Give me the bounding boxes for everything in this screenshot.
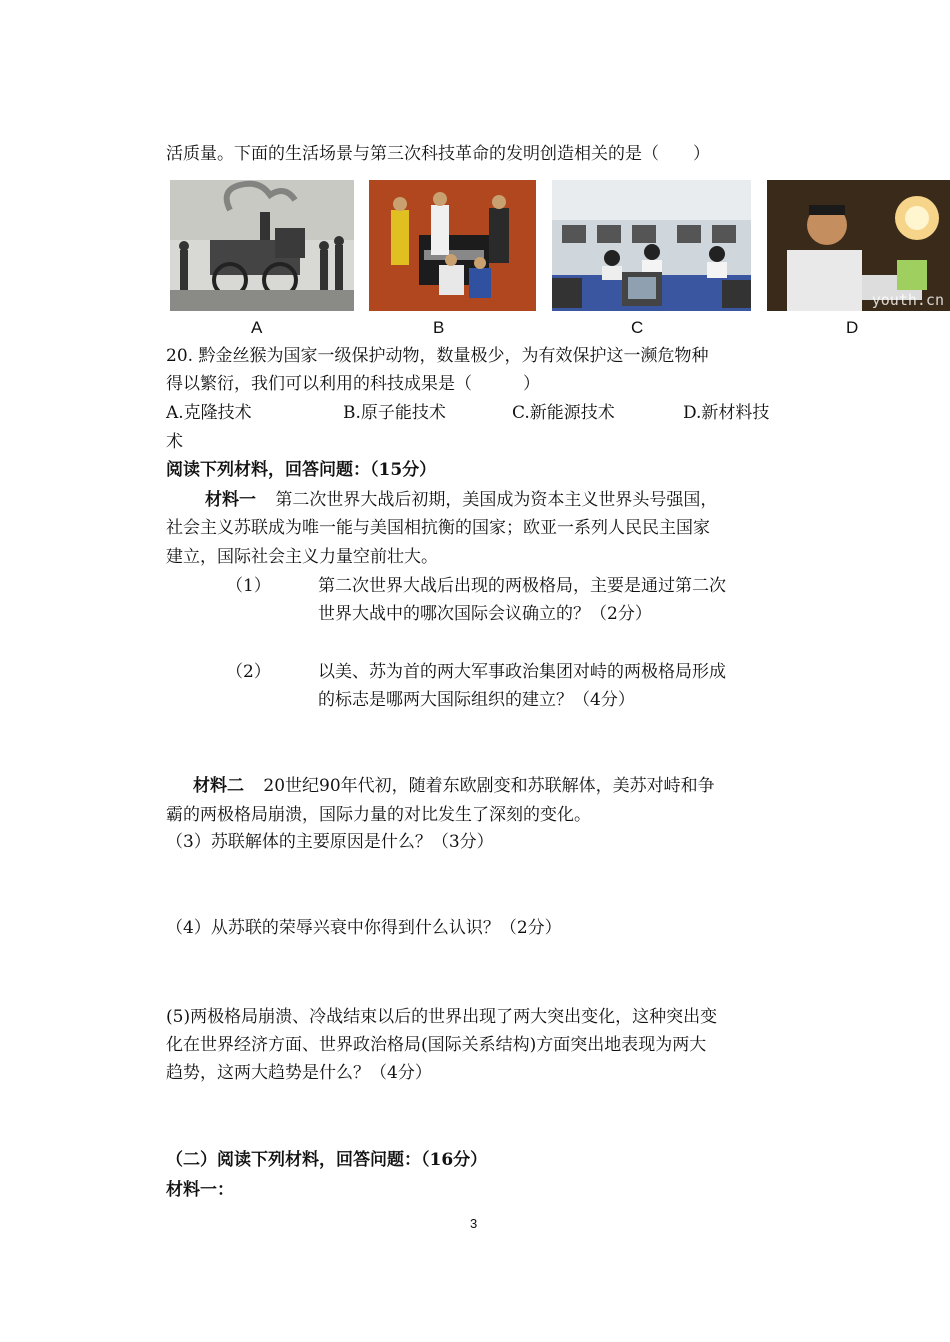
question2-number: （2） <box>226 662 271 682</box>
q20-option-a: A.克隆技术 <box>166 403 252 423</box>
q20-option-d-tail: 术 <box>166 432 183 452</box>
photo-b-label: B <box>433 318 445 337</box>
section1-heading: 阅读下列材料，回答问题：（15分） <box>166 460 437 480</box>
section1-material1-line3: 建立，国际社会主义力量空前壮大。 <box>166 547 438 567</box>
page-number: 3 <box>470 1216 478 1231</box>
photo-d-watermark: youth.cn <box>871 291 944 309</box>
section1-material2-line2: 霸的两极格局崩溃，国际力量的对比发生了深刻的变化。 <box>166 805 591 825</box>
q19-text: 活质量。下面的生活场景与第三次科技革命的发明创造相关的是（ ） <box>166 144 710 164</box>
question1-line1: 第二次世界大战后出现的两极格局，主要是通过第二次 <box>318 576 726 596</box>
question4: （4）从苏联的荣辱兴衰中你得到什么认识？（2分） <box>166 918 562 938</box>
section2-material1-label: 材料一： <box>166 1180 234 1200</box>
photo-d-person-with-lamp <box>767 180 950 311</box>
section1-material1-label: 材料一 <box>205 490 256 510</box>
photo-a-steam-locomotive <box>170 180 354 311</box>
section1-material2-line1: 20世纪90年代初，随着东欧剧变和苏联解体，美苏对峙和争 <box>263 776 715 796</box>
question1-line2: 世界大战中的哪次国际会议确立的？（2分） <box>318 604 652 624</box>
question5-line2: 化在世界经济方面、世界政治格局(国际关系结构)方面突出地表现为两大 <box>166 1035 707 1055</box>
question1-number: （1） <box>226 576 271 596</box>
question5-line3: 趋势，这两大趋势是什么？（4分） <box>166 1063 432 1083</box>
photo-b-group-with-car <box>369 180 536 311</box>
section2-heading: （二）阅读下列材料，回答问题：（16分） <box>166 1150 488 1170</box>
section1-material1-line1: 第二次世界大战后初期，美国成为资本主义世界头号强国， <box>275 490 718 510</box>
section1-material1-line2: 社会主义苏联成为唯一能与美国相抗衡的国家；欧亚一系列人民民主国家 <box>166 518 710 538</box>
q20-option-d: D.新材料技 <box>683 403 770 423</box>
question3: （3）苏联解体的主要原因是什么？（3分） <box>166 832 494 852</box>
photo-c-computer-classroom <box>552 180 751 311</box>
photo-d-label: D <box>846 318 859 337</box>
q20-line2: 得以繁衍，我们可以利用的科技成果是（ ） <box>166 374 540 394</box>
q20-line1: 20. 黔金丝猴为国家一级保护动物，数量极少，为有效保护这一濒危物种 <box>166 346 709 366</box>
photo-a-label: A <box>251 318 263 337</box>
section1-material2-label: 材料二 <box>193 776 244 796</box>
question2-line1: 以美、苏为首的两大军事政治集团对峙的两极格局形成 <box>318 662 726 682</box>
question5-line1: (5)两极格局崩溃、冷战结束以后的世界出现了两大突出变化，这种突出变 <box>166 1007 718 1027</box>
question2-line2: 的标志是哪两大国际组织的建立？（4分） <box>318 690 635 710</box>
photo-c-label: C <box>631 318 644 337</box>
q20-option-b: B.原子能技术 <box>343 403 446 423</box>
q20-option-c: C.新能源技术 <box>512 403 615 423</box>
